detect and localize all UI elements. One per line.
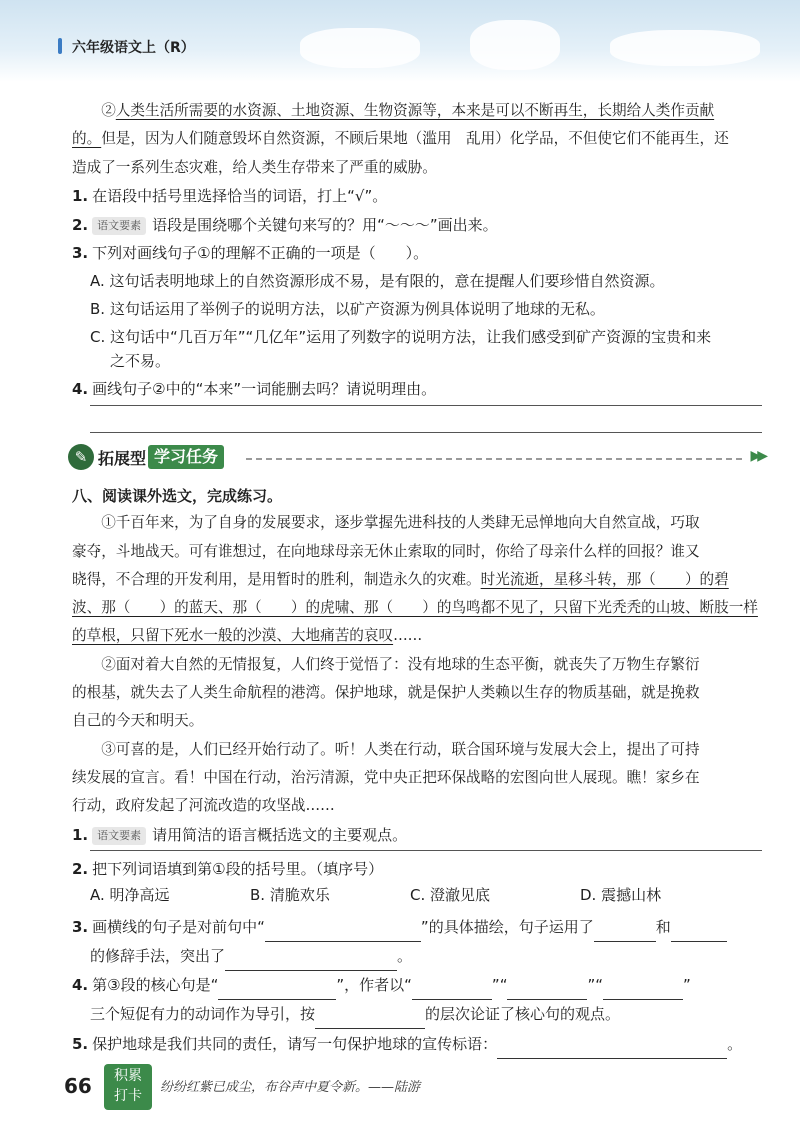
header-cloud (300, 28, 420, 68)
question-text: 请用简洁的语言概括选文的主要观点。 (152, 826, 408, 844)
sub-question-2 (72, 854, 762, 884)
page-number: 66 (64, 1074, 92, 1098)
skill-tag: 语文要素 (92, 827, 146, 845)
sub-question-4 (72, 970, 762, 1000)
fill-blank[interactable] (315, 1010, 425, 1029)
underlined-sentence: 人类生活所需要的水资源、土地资源、生物资源等，本来是可以不断再生，长期给人类作贡献 (115, 102, 715, 119)
banner-label-type: 拓展型 (98, 449, 147, 468)
option-a: A. 明净高远 (90, 886, 170, 904)
choice-c-cont: 之不易。 (110, 352, 171, 370)
question-text: ”，作者以“ (336, 976, 412, 994)
passage-line (72, 124, 762, 154)
question-text: 。 (397, 947, 413, 965)
question-text: 语段是围绕哪个关键句来写的？用“～～～”画出来。 (152, 216, 498, 234)
question-number: 5. (72, 1035, 89, 1053)
banner-dashed-line (246, 458, 742, 460)
reading-line: 续发展的宣言。看！中国在行动，治污清源，党中央正把环保战略的宏图向世人展现。瞧！家乡在 (72, 769, 700, 786)
sub-question-3 (72, 912, 762, 942)
header-cloud (610, 30, 760, 66)
question-text: 的层次论证了核心句的观点。 (425, 1005, 621, 1023)
question-number: 3. (72, 244, 89, 262)
question-text: 的修辞手法，突出了 (90, 947, 226, 965)
fill-blank[interactable] (225, 952, 397, 971)
answer-line[interactable] (90, 432, 762, 433)
choice-a[interactable]: A. 这句话表明地球上的自然资源形成不易，是有限的，意在提醒人们要珍惜自然资源。 (90, 272, 665, 290)
fill-blank[interactable] (507, 981, 587, 1000)
badge-line: 打卡 (114, 1088, 142, 1104)
question-text: 第③段的核心句是“ (92, 976, 219, 994)
question-text: 保护地球是我们共同的责任，请写一句保护地球的宣传标语： (92, 1035, 498, 1053)
fill-blank[interactable] (594, 923, 656, 942)
underlined-sentence: 的草根，只留下死水一般的沙漠、大地痛苦的哀叹 (72, 627, 394, 644)
question-text: 画线句子②中的“本来”一词能删去吗？请说明理由。 (92, 380, 437, 398)
sub-question-3-cont (90, 941, 762, 971)
book-title: 六年级语文上（R） (72, 37, 195, 57)
question-3 (72, 238, 762, 268)
paragraph-number: ② (101, 102, 116, 119)
option-c: C. 澄澈见底 (410, 886, 491, 904)
reading-line: 的根基，就失去了人类生命航程的港湾。保护地球，就是保护人类赖以生存的物质基础，就是挽救 (72, 684, 700, 701)
reading-line: ①千百年来，为了自身的发展要求，逐步掌握先进科技的人类肆无忌惮地向大自然宣战，巧取 (101, 514, 700, 531)
header-cloud (470, 20, 560, 70)
fill-blank[interactable] (412, 981, 492, 1000)
fill-blank[interactable] (497, 1040, 727, 1059)
question-text: ”“ (587, 976, 604, 994)
question-number: 1. (72, 826, 89, 844)
question-text: 下列对画线句子①的理解不正确的一项是（ ）。 (92, 244, 429, 262)
ellipsis: …… (393, 627, 423, 644)
section-heading: 八、阅读课外选文，完成练习。 (72, 487, 283, 505)
fill-blank[interactable] (671, 923, 727, 942)
question-text: ”的具体描绘，句子运用了 (420, 918, 594, 936)
daily-badge (104, 1064, 152, 1110)
question-text: 画横线的句子是对前句中“ (92, 918, 265, 936)
reading-line: 豪夺，斗地战天。可有谁想过，在向地球母亲无休止索取的同时，你给了母亲什么样的回报？谁又 (72, 543, 700, 560)
question-text: ” (683, 976, 691, 994)
question-number: 2. (72, 216, 89, 234)
passage-text: 但是，因为人们随意毁坏自然资源，不顾后果地（滥用 乱用）化学品，不但使它们不能再生，还 (101, 130, 729, 147)
sub-question-5 (72, 1029, 762, 1059)
question-text: ”“ (491, 976, 508, 994)
sub-question-4-cont (90, 999, 762, 1029)
skill-tag: 语文要素 (92, 217, 146, 235)
option-d: D. 震撼山林 (580, 886, 662, 904)
question-text: 和 (655, 918, 671, 936)
passage-line: 造成了一系列生态灾难，给人类生存带来了严重的威胁。 (72, 159, 437, 176)
fill-blank[interactable] (265, 923, 421, 942)
question-1 (72, 181, 762, 211)
question-4 (72, 374, 762, 404)
sub-question-1 (72, 820, 762, 850)
question-number: 4. (72, 976, 89, 994)
underlined-sentence: 时光流逝，星移斗转，那（ ）的碧 (480, 571, 729, 588)
fill-blank[interactable] (218, 981, 336, 1000)
question-text: 三个短促有力的动词作为导引，按 (90, 1005, 316, 1023)
passage-paragraph (72, 96, 762, 126)
lightbulb-icon: ✎ (68, 444, 94, 470)
question-2 (72, 210, 762, 240)
choice-c[interactable]: C. 这句话中“几百万年”“几亿年”运用了列数字的说明方法，让我们感受到矿产资源的宝贵和来 (90, 328, 712, 346)
reading-line (72, 565, 762, 595)
section-banner (68, 442, 764, 474)
answer-line[interactable] (90, 850, 762, 851)
choice-b[interactable]: B. 这句话运用了举例子的说明方法，以矿产资源为例具体说明了地球的无私。 (90, 300, 605, 318)
question-text: 。 (727, 1035, 743, 1053)
reading-line (72, 621, 762, 651)
underlined-sentence-end: 的。 (72, 130, 102, 147)
reading-line: ②面对着大自然的无情报复，人们终于觉悟了：没有地球的生态平衡，就丧失了万物生存繁衍 (101, 656, 700, 673)
reading-line: 行动，政府发起了河流改造的攻坚战…… (72, 797, 335, 814)
reading-text: 晓得，不合理的开发利用，是用暂时的胜利，制造永久的灾难。 (72, 571, 481, 588)
question-number: 3. (72, 918, 89, 936)
option-b: B. 清脆欢乐 (250, 886, 330, 904)
question-text: 把下列词语填到第①段的括号里。（填序号） (92, 860, 384, 878)
reading-line: ③可喜的是，人们已经开始行动了。听！人类在行动，联合国环境与发展大会上，提出了可持 (101, 741, 700, 758)
badge-line: 积累 (114, 1068, 142, 1084)
answer-line[interactable] (90, 405, 762, 406)
question-text: 在语段中括号里选择恰当的词语，打上“√”。 (92, 187, 388, 205)
poem-quote: 纷纷红紫已成尘，布谷声中夏令新。——陆游 (160, 1080, 421, 1095)
double-arrow-icon: ▶▶ (750, 448, 764, 464)
reading-line: 自己的今天和明天。 (72, 712, 204, 729)
underlined-line: 波、那（ ）的蓝天、那（ ）的虎啸、那（ ）的鸟鸣都不见了，只留下光秃秃的山坡、断肢一样 (72, 599, 758, 616)
banner-label-task: 学习任务 (148, 445, 224, 469)
question-number: 4. (72, 380, 89, 398)
question-number: 2. (72, 860, 89, 878)
fill-blank[interactable] (603, 981, 683, 1000)
question-number: 1. (72, 187, 89, 205)
